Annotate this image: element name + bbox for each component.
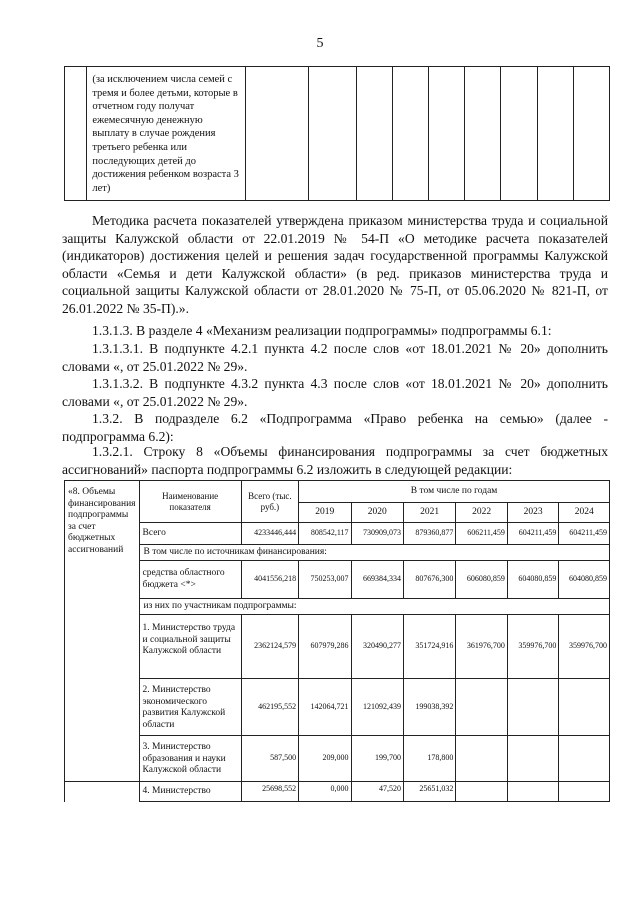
table-row [65,736,610,782]
cell-value: 199,700 [351,736,403,782]
cell-value: 25651,032 [403,782,455,802]
cell-value: 879360,877 [403,523,455,545]
table-cell [65,67,87,201]
table-row [65,523,610,545]
cell-value: 730909,073 [351,523,403,545]
year-header: 2019 [299,503,351,523]
table-cell [65,782,140,802]
table-cell [501,67,537,201]
year-header: 2020 [351,503,403,523]
cell-value [456,782,508,802]
paragraph-1-3-1-3: 1.3.1.3. В разделе 4 «Механизм реализации подпрограммы» подпрограммы 6.1: [92,323,552,338]
cell-value: 351724,916 [403,615,455,679]
finance-table [64,480,610,802]
table-row [65,615,610,679]
cell-value: 604080,859 [559,561,610,599]
paragraph-methodology: Методика расчета показателей утверждена приказом министерства труда и социальной защиты Калужской области от 22.01.2019 № 54-П «О методике расчета показателей (индикаторов) достижения целей и решения задач государственной программы Калужской области «Семья и дети Калужской области» (в ред. приказов министерства труда и социальной защиты Калужской области от 28.01.2020 № 75-П, от 05.06.2020 № 821-П, от 26.01.2022 № 35-П).». [62,213,608,316]
row-label: Всего [139,523,241,545]
cell-value: 359976,700 [507,615,559,679]
cell-value [559,736,610,782]
cell-total: 25698,552 [241,782,298,802]
cell-value [456,736,508,782]
cell-value: 606211,459 [456,523,508,545]
row-label: 3. Министерство образования и науки Калужской области [139,736,241,782]
row-label: 2. Министерство экономического развития Калужской области [139,679,241,736]
indicator-description: (за исключением числа семей с тремя и более детьми, которые в отчетном году получат ежемесячную денежную выплату в случае рождения третьего ребенка или последующих детей до достижения ребенком возраста 3 лет) [87,67,246,201]
section-participants: из них по участникам подпрограммы: [139,599,609,615]
header-name: Наименование показателя [139,481,241,523]
header-total: Всего (тыс. руб.) [241,481,298,523]
cell-value: 47,520 [351,782,403,802]
table-cell [356,67,392,201]
row-label: средства областного бюджета <*> [139,561,241,599]
cell-value: 669384,334 [351,561,403,599]
cell-value [456,679,508,736]
cell-value: 142064,721 [299,679,351,736]
cell-value: 199038,392 [403,679,455,736]
section-sources: В том числе по источникам финансирования: [139,545,609,561]
cell-value [559,679,610,736]
cell-value: 178,800 [403,736,455,782]
cell-total: 462195,552 [241,679,298,736]
table-cell [245,67,308,201]
paragraph-1-3-1-3-1: 1.3.1.3.1. В подпункте 4.2.1 пункта 4.2 после слов «от 18.01.2021 № 20» дополнить словами «, от 25.01.2022 № 29». [62,341,608,374]
cell-value: 604080,859 [507,561,559,599]
table-cell [308,67,356,201]
cell-value [507,679,559,736]
table-row [65,545,610,561]
cell-value: 808542,117 [299,523,351,545]
cell-value: 807676,300 [403,561,455,599]
cell-value: 607979,286 [299,615,351,679]
table-row [65,679,610,736]
page-number: 5 [316,36,324,51]
cell-value: 0,000 [299,782,351,802]
table-row [65,599,610,615]
paragraph-1-3-2-1: 1.3.2.1. Строку 8 «Объемы финансирования подпрограммы за счет бюджетных ассигнований» паспорта подпрограммы 6.2 изложить в следующей редакции: [62,444,608,477]
cell-value: 604211,459 [507,523,559,545]
cell-total: 2362124,579 [241,615,298,679]
table-row [65,481,610,503]
paragraph-1-3-1-3-2: 1.3.1.3.2. В подпункте 4.3.2 пункта 4.3 после слов «от 18.01.2021 № 20» дополнить словами «, от 25.01.2022 № 29». [62,376,608,409]
cell-total: 587,500 [241,736,298,782]
table-cell [573,67,609,201]
table-cell [429,67,465,201]
cell-value: 604211,459 [559,523,610,545]
cell-total: 4041556,218 [241,561,298,599]
cell-value [507,736,559,782]
row-label: 4. Министерство [139,782,241,802]
paragraph-1-3-2: 1.3.2. В подразделе 6.2 «Подпрограмма «Право ребенка на семью» (далее - подпрограмма 6.2): [62,411,608,444]
cell-value: 121092,439 [351,679,403,736]
cell-value [507,782,559,802]
table-row [65,782,610,802]
table-cell [537,67,573,201]
cell-total: 4233446,444 [241,523,298,545]
header-years: В том числе по годам [299,481,610,503]
cell-value: 750253,007 [299,561,351,599]
year-header: 2023 [507,503,559,523]
cell-value: 209,000 [299,736,351,782]
side-label: «8. Объемы финансирования подпрограммы за счет бюджетных ассигнований [65,481,140,782]
table-row [65,561,610,599]
year-header: 2022 [456,503,508,523]
cell-value: 606080,859 [456,561,508,599]
year-header: 2021 [403,503,455,523]
indicator-table-fragment [64,66,610,201]
cell-value: 320490,277 [351,615,403,679]
cell-value: 361976,700 [456,615,508,679]
year-header: 2024 [559,503,610,523]
cell-value [559,782,610,802]
table-cell [465,67,501,201]
table-row [65,67,610,201]
table-cell [392,67,428,201]
row-label: 1. Министерство труда и социальной защиты Калужской области [139,615,241,679]
cell-value: 359976,700 [559,615,610,679]
